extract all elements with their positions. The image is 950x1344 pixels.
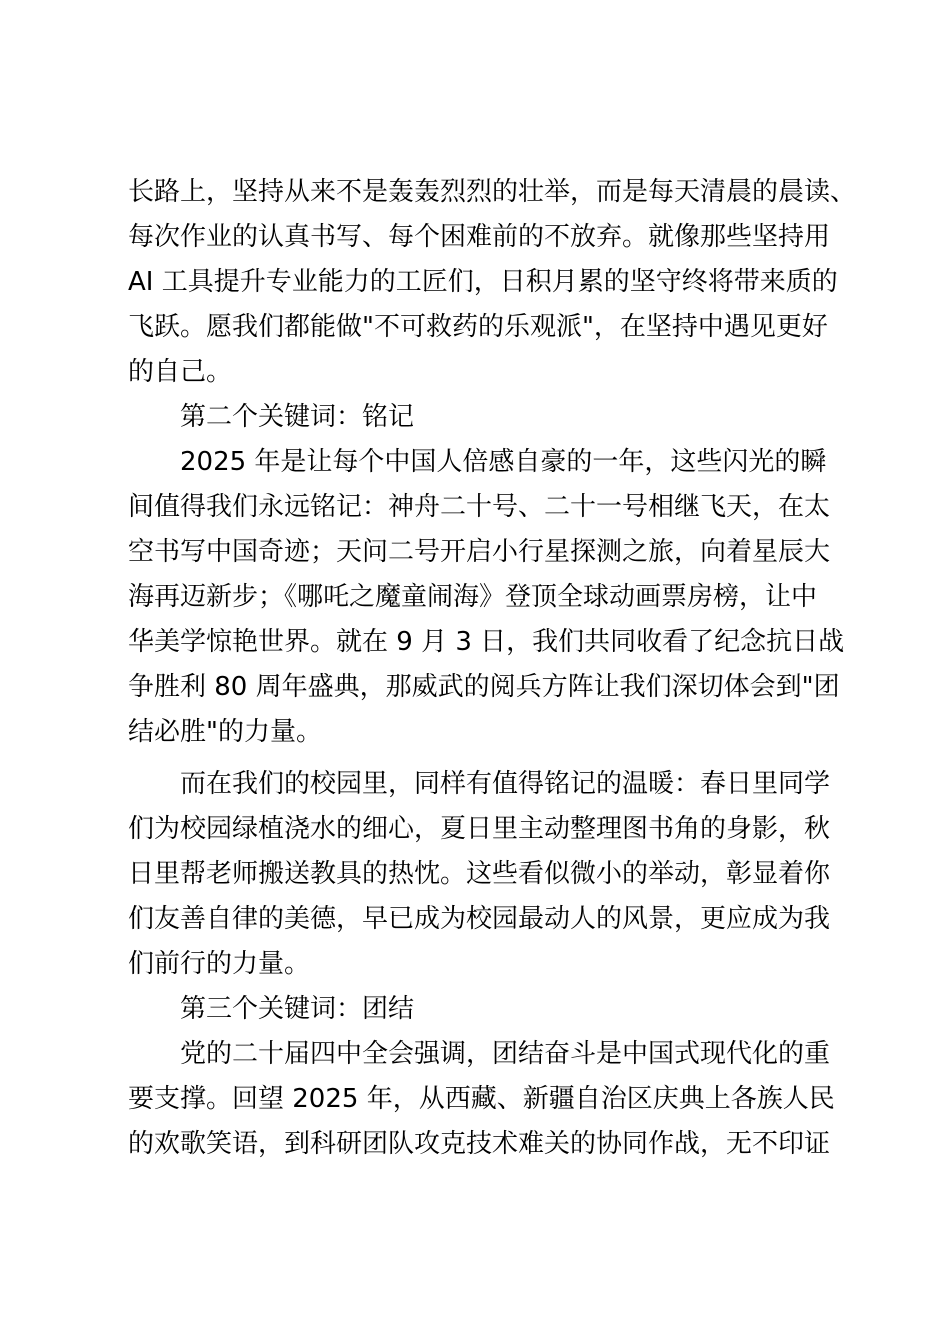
text-line: 空书写中国奇迹；天问二号开启小行星探测之旅，向着星辰大 (128, 537, 831, 567)
text-line: 华美学惊艳世界。就在 9 月 3 日，我们共同收看了纪念抗日战 (128, 627, 845, 657)
text-line: AI 工具提升专业能力的工匠们，日积月累的坚守终将带来质的 (128, 267, 838, 297)
text-line: 每次作业的认真书写、每个困难前的不放弃。就像那些坚持用 (128, 222, 831, 252)
text-line: 海再迈新步；《哪吒之魔童闹海》登顶全球动画票房榜，让中 (128, 582, 818, 612)
section-heading-3: 第三个关键词：团结 (128, 994, 415, 1024)
text-line: 要支撑。回望 2025 年，从西藏、新疆自治区庆典上各族人民 (128, 1084, 835, 1114)
text-line: 们前行的力量。 (128, 949, 311, 979)
text-line: 们为校园绿植浇水的细心，夏日里主动整理图书角的身影，秋 (128, 814, 831, 844)
text-line: 的欢歌笑语，到科研团队攻克技术难关的协同作战，无不印证 (128, 1129, 831, 1159)
text-line: 长路上，坚持从来不是轰轰烈烈的壮举，而是每天清晨的晨读、 (128, 177, 857, 207)
text-line: 日里帮老师搬送教具的热忱。这些看似微小的举动，彰显着你 (128, 859, 831, 889)
text-line: 的自己。 (128, 357, 233, 387)
text-line: 而在我们的校园里，同样有值得铭记的温暖：春日里同学 (128, 769, 831, 799)
text-line: 争胜利 80 周年盛典，那威武的阅兵方阵让我们深切体会到"团 (128, 672, 840, 702)
section-heading-2: 第二个关键词：铭记 (128, 402, 415, 432)
text-line: 们友善自律的美德，早已成为校园最动人的风景，更应成为我 (128, 904, 831, 934)
text-line: 党的二十届四中全会强调，团结奋斗是中国式现代化的重 (128, 1039, 831, 1069)
text-line: 结必胜"的力量。 (128, 717, 322, 747)
text-line: 飞跃。愿我们都能做"不可救药的乐观派"，在坚持中遇见更好 (128, 312, 828, 342)
body-text (128, 170, 857, 1167)
text-line: 2025 年是让每个中国人倍感自豪的一年，这些闪光的瞬 (128, 447, 827, 477)
text-line: 间值得我们永远铭记：神舟二十号、二十一号相继飞天，在太 (128, 492, 831, 522)
